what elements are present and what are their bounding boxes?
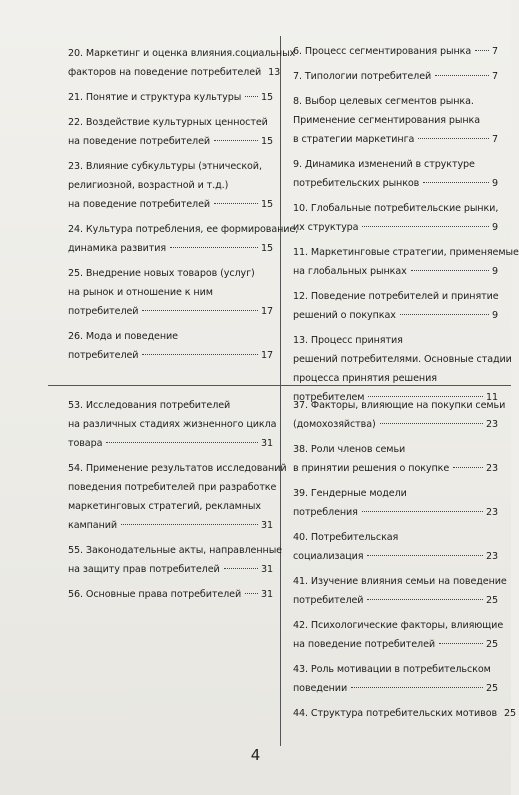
toc-entry-text: 39. Гендерные модели	[293, 488, 407, 499]
toc-entry-line	[68, 220, 299, 239]
toc-entry	[293, 616, 504, 654]
toc-entry-line	[293, 591, 498, 610]
toc-page-number: 9	[491, 310, 498, 321]
toc-entry-text: решений потребителями. Основные стадии	[293, 354, 512, 365]
toc-entry-line	[293, 528, 498, 547]
toc-entry-text: 40. Потребительская	[293, 532, 399, 543]
toc-entry-text: 53. Исследования потребителей	[68, 400, 231, 411]
page-number: 4	[250, 746, 261, 764]
toc-entry-line	[293, 440, 498, 459]
toc-page-number: 31	[260, 564, 273, 575]
dot-leader	[142, 354, 258, 355]
toc-entry	[293, 287, 498, 325]
toc-entry-text: (домохозяйства)	[293, 419, 376, 430]
toc-entry	[293, 155, 498, 193]
dot-leader	[418, 138, 489, 139]
toc-entry	[293, 484, 498, 522]
toc-entry-text: динамика развития	[68, 243, 167, 254]
toc-page-number: 17	[260, 306, 273, 317]
toc-entry-line	[293, 155, 498, 174]
toc-entry-text: 56. Основные права потребителей	[68, 589, 242, 600]
toc-entry-text: 55. Законодательные акты, направленные	[68, 545, 282, 556]
toc-page-number: 13	[268, 67, 281, 78]
toc-entry-text: 43. Роль мотивации в потребительском	[293, 664, 491, 675]
toc-entry-line	[68, 113, 273, 132]
toc-entry-line	[293, 396, 506, 415]
toc-entry-line	[293, 331, 498, 350]
dot-leader	[367, 599, 483, 600]
toc-entry-text: 8. Выбор целевых сегментов рынка.	[293, 96, 474, 107]
toc-entry-text: на защиту прав потребителей	[68, 564, 220, 575]
dot-leader	[423, 182, 489, 183]
toc-entry-text: в стратегии маркетинга	[293, 134, 415, 145]
toc-page-number: 17	[260, 350, 273, 361]
toc-entry-line	[293, 287, 498, 306]
toc-entry-line	[68, 434, 273, 453]
dot-leader	[142, 310, 258, 311]
toc-column-top-left	[68, 44, 299, 371]
dot-leader	[214, 140, 258, 141]
toc-entry-line	[68, 560, 273, 579]
toc-entry-line	[68, 346, 273, 365]
toc-entry-text: 7. Типологии потребителей	[293, 71, 432, 82]
toc-entry-line	[68, 585, 273, 604]
toc-entry-text: 20. Маркетинг и оценка влияния.социальных	[68, 48, 296, 59]
toc-page-number: 23	[485, 551, 498, 562]
toc-entry-line	[293, 635, 498, 654]
toc-entry-text: 9. Динамика изменений в структуре	[293, 159, 475, 170]
toc-entry-line	[293, 660, 498, 679]
toc-entry-line	[293, 572, 507, 591]
toc-entry	[68, 88, 273, 107]
toc-entry-text: на различных стадиях жизненного цикла	[68, 419, 277, 430]
toc-entry-text: 13. Процесс принятия	[293, 335, 403, 346]
toc-entry-line	[293, 67, 498, 86]
toc-entry	[293, 243, 519, 281]
toc-entry-line	[68, 516, 273, 535]
dot-leader	[411, 270, 489, 271]
dot-leader	[245, 96, 258, 97]
toc-entry-line	[68, 302, 273, 321]
toc-entry	[293, 92, 498, 149]
toc-entry-text: их структура	[293, 222, 359, 233]
toc-grid	[48, 36, 519, 746]
toc-page-number: 9	[491, 178, 498, 189]
toc-page-number: 25	[485, 683, 498, 694]
toc-entry-line	[68, 327, 273, 346]
toc-entry-text: 42. Психологические факторы, влияющие	[293, 620, 504, 631]
toc-entry-text: 21. Понятие и структура культуры	[68, 92, 242, 103]
toc-entry-text: 22. Воздействие культурных ценностей	[68, 117, 268, 128]
toc-entry-line	[68, 283, 273, 302]
toc-entry	[293, 42, 498, 61]
dot-leader	[362, 511, 483, 512]
toc-entry	[293, 572, 507, 610]
toc-entry-text: 25. Внедрение новых товаров (услуг)	[68, 268, 255, 279]
toc-page-number: 25	[504, 708, 517, 719]
toc-entry	[293, 67, 498, 86]
toc-page-number: 25	[485, 595, 498, 606]
dot-leader	[351, 687, 483, 688]
vertical-divider	[280, 36, 281, 746]
toc-entry-text: 11. Маркетинговые стратегии, применяемые	[293, 247, 519, 258]
toc-entry	[68, 113, 273, 151]
toc-column-top-right	[293, 42, 519, 413]
toc-entry-line	[68, 264, 273, 283]
toc-entry-line	[293, 616, 504, 635]
toc-entry-text: потребления	[293, 507, 358, 518]
toc-page-number: 31	[260, 438, 273, 449]
toc-entry-line	[68, 396, 273, 415]
toc-entry-text: потребителей	[68, 350, 139, 361]
toc-entry-line	[68, 459, 287, 478]
toc-page-number: 15	[260, 243, 273, 254]
toc-entry	[293, 440, 498, 478]
toc-entry-line	[293, 174, 498, 193]
toc-entry-text: 54. Применение результатов исследований	[68, 463, 287, 474]
toc-entry-text: Применение сегментирования рынка	[293, 115, 480, 126]
toc-entry	[68, 264, 273, 321]
toc-entry	[293, 528, 498, 566]
toc-entry-line	[293, 218, 498, 237]
toc-entry-line	[68, 157, 273, 176]
dot-leader	[439, 643, 483, 644]
toc-entry	[293, 704, 517, 723]
toc-page-number: 23	[485, 419, 498, 430]
toc-entry-text: процесса принятия решения	[293, 373, 437, 384]
toc-entry	[68, 585, 273, 604]
dot-leader	[224, 568, 258, 569]
toc-entry-line	[68, 176, 273, 195]
dot-leader	[362, 226, 489, 227]
dot-leader	[106, 442, 258, 443]
dot-leader	[214, 203, 258, 204]
toc-entry-text: поведения потребителей при разработке	[68, 482, 277, 493]
toc-entry	[68, 44, 296, 82]
toc-entry-text: 38. Роли членов семьи	[293, 444, 406, 455]
toc-entry-line	[293, 130, 498, 149]
toc-entry-text: 37. Факторы, влияющие на покупки семьи	[293, 400, 506, 411]
toc-entry-text: поведении	[293, 683, 348, 694]
toc-entry-line	[68, 195, 273, 214]
toc-page-number: 7	[491, 134, 498, 145]
toc-entry	[68, 541, 282, 579]
toc-page-number: 31	[260, 589, 273, 600]
toc-page-number: 11	[485, 392, 498, 403]
toc-entry-text: на поведение потребителей	[293, 639, 436, 650]
toc-entry-line	[293, 679, 498, 698]
toc-page-number: 9	[491, 222, 498, 233]
dot-leader	[400, 314, 489, 315]
toc-entry-line	[293, 42, 498, 61]
toc-entry	[68, 459, 287, 535]
dot-leader	[170, 247, 258, 248]
toc-entry-line	[293, 484, 498, 503]
toc-entry-line	[68, 497, 273, 516]
toc-entry	[68, 220, 299, 258]
toc-entry-line	[293, 262, 498, 281]
toc-entry-line	[68, 541, 282, 560]
toc-entry	[68, 327, 273, 365]
toc-entry	[293, 660, 498, 698]
toc-entry-line	[293, 111, 498, 130]
toc-entry-line	[68, 88, 273, 107]
toc-entry-text: религиозной, возрастной и т.д.)	[68, 180, 229, 191]
toc-page-number: 15	[260, 92, 273, 103]
toc-entry-line	[293, 243, 519, 262]
toc-entry-text: потребителей	[293, 595, 364, 606]
toc-entry-line	[293, 369, 498, 388]
toc-entry-line	[293, 92, 498, 111]
toc-entry-line	[293, 306, 498, 325]
toc-entry-line	[68, 239, 273, 258]
toc-entry-text: потребителем	[293, 392, 365, 403]
toc-entry	[293, 396, 506, 434]
toc-entry-line	[293, 459, 498, 478]
toc-entry-text: в принятии решения о покупке	[293, 463, 450, 474]
toc-entry-text: 24. Культура потребления, ее формирование,	[68, 224, 299, 235]
toc-entry	[68, 157, 273, 214]
dot-leader	[380, 423, 483, 424]
toc-entry-line	[68, 415, 277, 434]
dot-leader	[435, 75, 489, 76]
toc-entry-line	[68, 478, 277, 497]
toc-entry-text: маркетинговых стратегий, рекламных	[68, 501, 261, 512]
toc-entry-text: товара	[68, 438, 103, 449]
toc-entry-text: социализация	[293, 551, 364, 562]
toc-entry-text: кампаний	[68, 520, 118, 531]
dot-leader	[453, 467, 483, 468]
toc-page-number: 15	[260, 199, 273, 210]
toc-entry	[293, 199, 498, 237]
toc-page-number: 23	[485, 507, 498, 518]
toc-entry-text: потребителей	[68, 306, 139, 317]
toc-entry-line	[293, 350, 512, 369]
toc-entry-line	[68, 44, 296, 63]
toc-entry-text: 12. Поведение потребителей и принятие	[293, 291, 499, 302]
toc-entry-text: на поведение потребителей	[68, 199, 211, 210]
toc-entry-line	[293, 415, 498, 434]
toc-page-number: 7	[491, 46, 498, 57]
toc-entry-text: 41. Изучение влияния семьи на поведение	[293, 576, 507, 587]
toc-page-number: 7	[491, 71, 498, 82]
toc-column-bottom-right	[293, 396, 517, 729]
toc-entry-line	[293, 547, 498, 566]
toc-column-bottom-left	[68, 396, 287, 610]
toc-entry-line	[68, 132, 273, 151]
dot-leader	[121, 524, 258, 525]
toc-page-number: 23	[485, 463, 498, 474]
toc-entry-text: потребительских рынков	[293, 178, 420, 189]
toc-entry-line	[293, 199, 498, 218]
toc-page-number: 31	[260, 520, 273, 531]
toc-entry-text: 10. Глобальные потребительские рынки,	[293, 203, 499, 214]
toc-entry-text: на поведение потребителей	[68, 136, 211, 147]
toc-page-number: 9	[491, 266, 498, 277]
toc-entry-text: 6. Процесс сегментирования рынка	[293, 46, 472, 57]
toc-entry-text: решений о покупках	[293, 310, 396, 321]
toc-entry-text: 26. Мода и поведение	[68, 331, 178, 342]
toc-page-number: 15	[260, 136, 273, 147]
toc-entry-text: на глобальных рынках	[293, 266, 407, 277]
toc-page-number: 25	[485, 639, 498, 650]
toc-entry-text: на рынок и отношение к ним	[68, 287, 213, 298]
toc-entry	[68, 396, 277, 453]
toc-entry-line	[293, 704, 517, 723]
toc-entry-text: 23. Влияние субкультуры (этнической,	[68, 161, 262, 172]
toc-entry-text: факторов на поведение потребителей	[68, 67, 262, 78]
dot-leader	[475, 50, 489, 51]
dot-leader	[245, 593, 258, 594]
toc-entry-text: 44. Структура потребительских мотивов	[293, 708, 498, 719]
toc-entry-line	[293, 503, 498, 522]
toc-entry-line	[68, 63, 281, 82]
dot-leader	[367, 555, 483, 556]
